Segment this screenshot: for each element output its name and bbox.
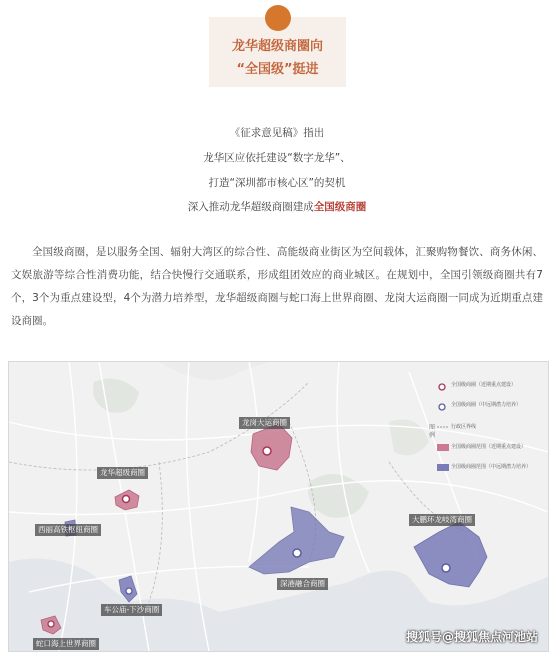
legend-potential-marker-icon: [437, 402, 447, 412]
legend-key-marker-icon: [437, 382, 447, 392]
dapeng-marker-icon: [442, 564, 450, 572]
intro-line4-prefix: 深入推动龙华超级商圈建成: [187, 201, 314, 213]
shengang-marker-icon: [293, 549, 301, 557]
shekou-marker-icon: [48, 621, 54, 627]
label-longgang: 龙岗大运商圈: [239, 417, 290, 429]
commerce-district-map: [8, 361, 549, 652]
legend-title: 图例: [429, 424, 436, 439]
label-shengang: 深港融合商圈: [277, 578, 328, 590]
header-dot-icon: [265, 5, 291, 31]
intro-line4-highlight: 全国级商圈: [313, 201, 367, 213]
intro-line2: 龙华区应依托建设“数字龙华”、: [203, 152, 351, 164]
longgang-marker-icon: [263, 447, 271, 455]
map-legend: [429, 374, 541, 494]
watermark: 搜狐号@搜狐焦点河池站: [405, 630, 538, 644]
intro-line3: 打造“深圳都市核心区”的契机: [208, 177, 346, 189]
legend-item-2: 全国级商圈（中远期潜力培养）: [451, 402, 522, 408]
legend-boundary-icon: [437, 424, 449, 430]
chegongmiao-marker-icon: [126, 588, 132, 594]
header-title-line1: 龙华超级商圈向: [231, 39, 323, 54]
legend-item-4: 全国级商圈范围（近期重点建设）: [451, 444, 527, 450]
label-longhua: 龙华超级商圈: [97, 467, 148, 479]
legend-potential-area-icon: [437, 464, 449, 471]
label-shekou: 蛇口海上世界商圈: [33, 638, 99, 650]
dapeng-district-area: [414, 522, 487, 587]
legend-item-3: 行政区界线: [451, 424, 477, 430]
legend-key-area-icon: [437, 444, 449, 451]
legend-item-1: 全国级商圈（近期重点建设）: [451, 382, 517, 388]
longgang-district-area: [251, 424, 292, 470]
body-paragraph: 全国级商圈，是以服务全国、辐射大湾区的综合性、高能级商业街区为空间载体，汇聚购物餐饮、商务休闲、文娱旅游等综合性消费功能，结合快慢行交通联系，形成组团效应的商业城区。在规划中，全国引领级商圈共有7个，3个为重点建设型，4个为潜力培养型，龙华超级商圈与蛇口海上世界商圈、龙岗大运商圈一同成为近期重点建设商圈。: [11, 246, 543, 327]
intro-line1: 《征求意见稿》指出: [229, 127, 325, 139]
label-xili: 西丽高铁枢纽商圈: [35, 524, 101, 536]
label-dapeng: 大鹏环龙岐湾商圈: [409, 514, 475, 526]
legend-item-5: 全国级商圈范围（中远期潜力培养）: [451, 464, 532, 470]
longhua-marker-icon: [123, 496, 130, 503]
header-title-line2: “全国级”挺进: [236, 62, 319, 77]
intro-line4: [0, 199, 554, 214]
label-chegongmiao: 车公庙-下沙商圈: [101, 604, 162, 616]
